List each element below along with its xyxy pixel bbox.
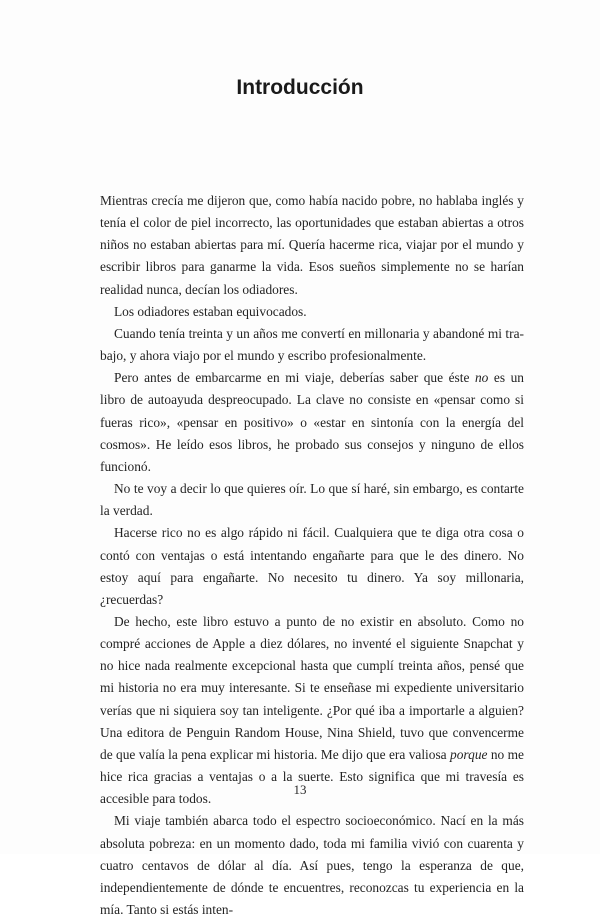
paragraph-text: Mi viaje también abarca todo el espectro socioeconómico. Nací en la más absoluta pobreza: en un momento dado, toda mi familia vivió con cuarenta y cuatro centavos de dólar al día. Así pues, tengo la esperanza de que, independientemente de dónde te encuentres, reconozcas tu experiencia en la mía. Tanto si estás inten- [100, 813, 524, 917]
paragraph-text: Pero antes de embarcarme en mi viaje, deberías saber que éste [114, 370, 475, 386]
paragraph-text: De hecho, este libro estuvo a punto de no existir en absoluto. Como no compré acciones de Apple a diez dólares, no inventé el siguiente Snapchat y no hice nada realmente excepcional hasta que cumplí treinta años, pensé que mi historia no era muy interesante. Si te enseñase mi expediente universitario verías que ni siquiera soy tan inteligente. ¿Por qué iba a importarle a alguien? Una editora de Penguin Random House, Nina Shield, tuvo que convencerme de que valía la pena explicar mi historia. Me dijo que era valiosa [100, 613, 524, 762]
paragraph [100, 301, 524, 323]
paragraph [100, 810, 524, 921]
paragraph-text: No te voy a decir lo que quieres oír. Lo que sí haré, sin embargo, es contarte la verdad. [100, 481, 524, 519]
paragraph [100, 323, 524, 367]
paragraph-text: no me hice rica gracias a ventajas o a la suerte. Esto significa que mi travesía es accesible para todos. [100, 746, 524, 807]
paragraph [100, 367, 524, 478]
paragraph-text: es un libro de autoayuda despreocupado. La clave no consiste en «pensar como si fueras rico», «pensar en positivo» o «estar en sintonía con la energía del cosmos». He leído esos libros, he probado sus consejos y ninguno de ellos funcionó. [100, 370, 524, 474]
emphasis-text: no [474, 370, 489, 386]
page-number: 13 [293, 782, 307, 797]
paragraph [100, 522, 524, 611]
body-text [100, 190, 524, 921]
paragraph-text: Hacerse rico no es algo rápido ni fácil. Cualquiera que te diga otra cosa o contó con ventajas o está intentando engañarte para que le des dinero. No estoy aquí para engañarte. No necesito tu dinero. Ya soy millonaria, ¿recuerdas? [100, 525, 524, 607]
paragraph-text: Los odiadores estaban equivocados. [114, 303, 307, 319]
page-title: Introducción [236, 76, 364, 99]
paragraph [100, 190, 524, 301]
paragraph-text: Cuando tenía treinta y un años me convertí en millonaria y abandoné mi trabajo, y ahora viajo por el mundo y escribo profesionalmente. [100, 325, 524, 364]
paragraph [100, 478, 524, 522]
paragraph [100, 611, 524, 810]
paragraph-text: Mientras crecía me dijeron que, como había nacido pobre, no hablaba inglés y tenía el color de piel incorrecto, las oportunidades que estaban abiertas a otros niños no estaban abiertas para mí. Quería hacerme rica, viajar por el mundo y escribir libros para ganarme la vida. Esos sueños simplemente no se harían realidad nunca, decían los odiadores. [100, 193, 524, 297]
emphasis-text: porque [450, 746, 488, 762]
